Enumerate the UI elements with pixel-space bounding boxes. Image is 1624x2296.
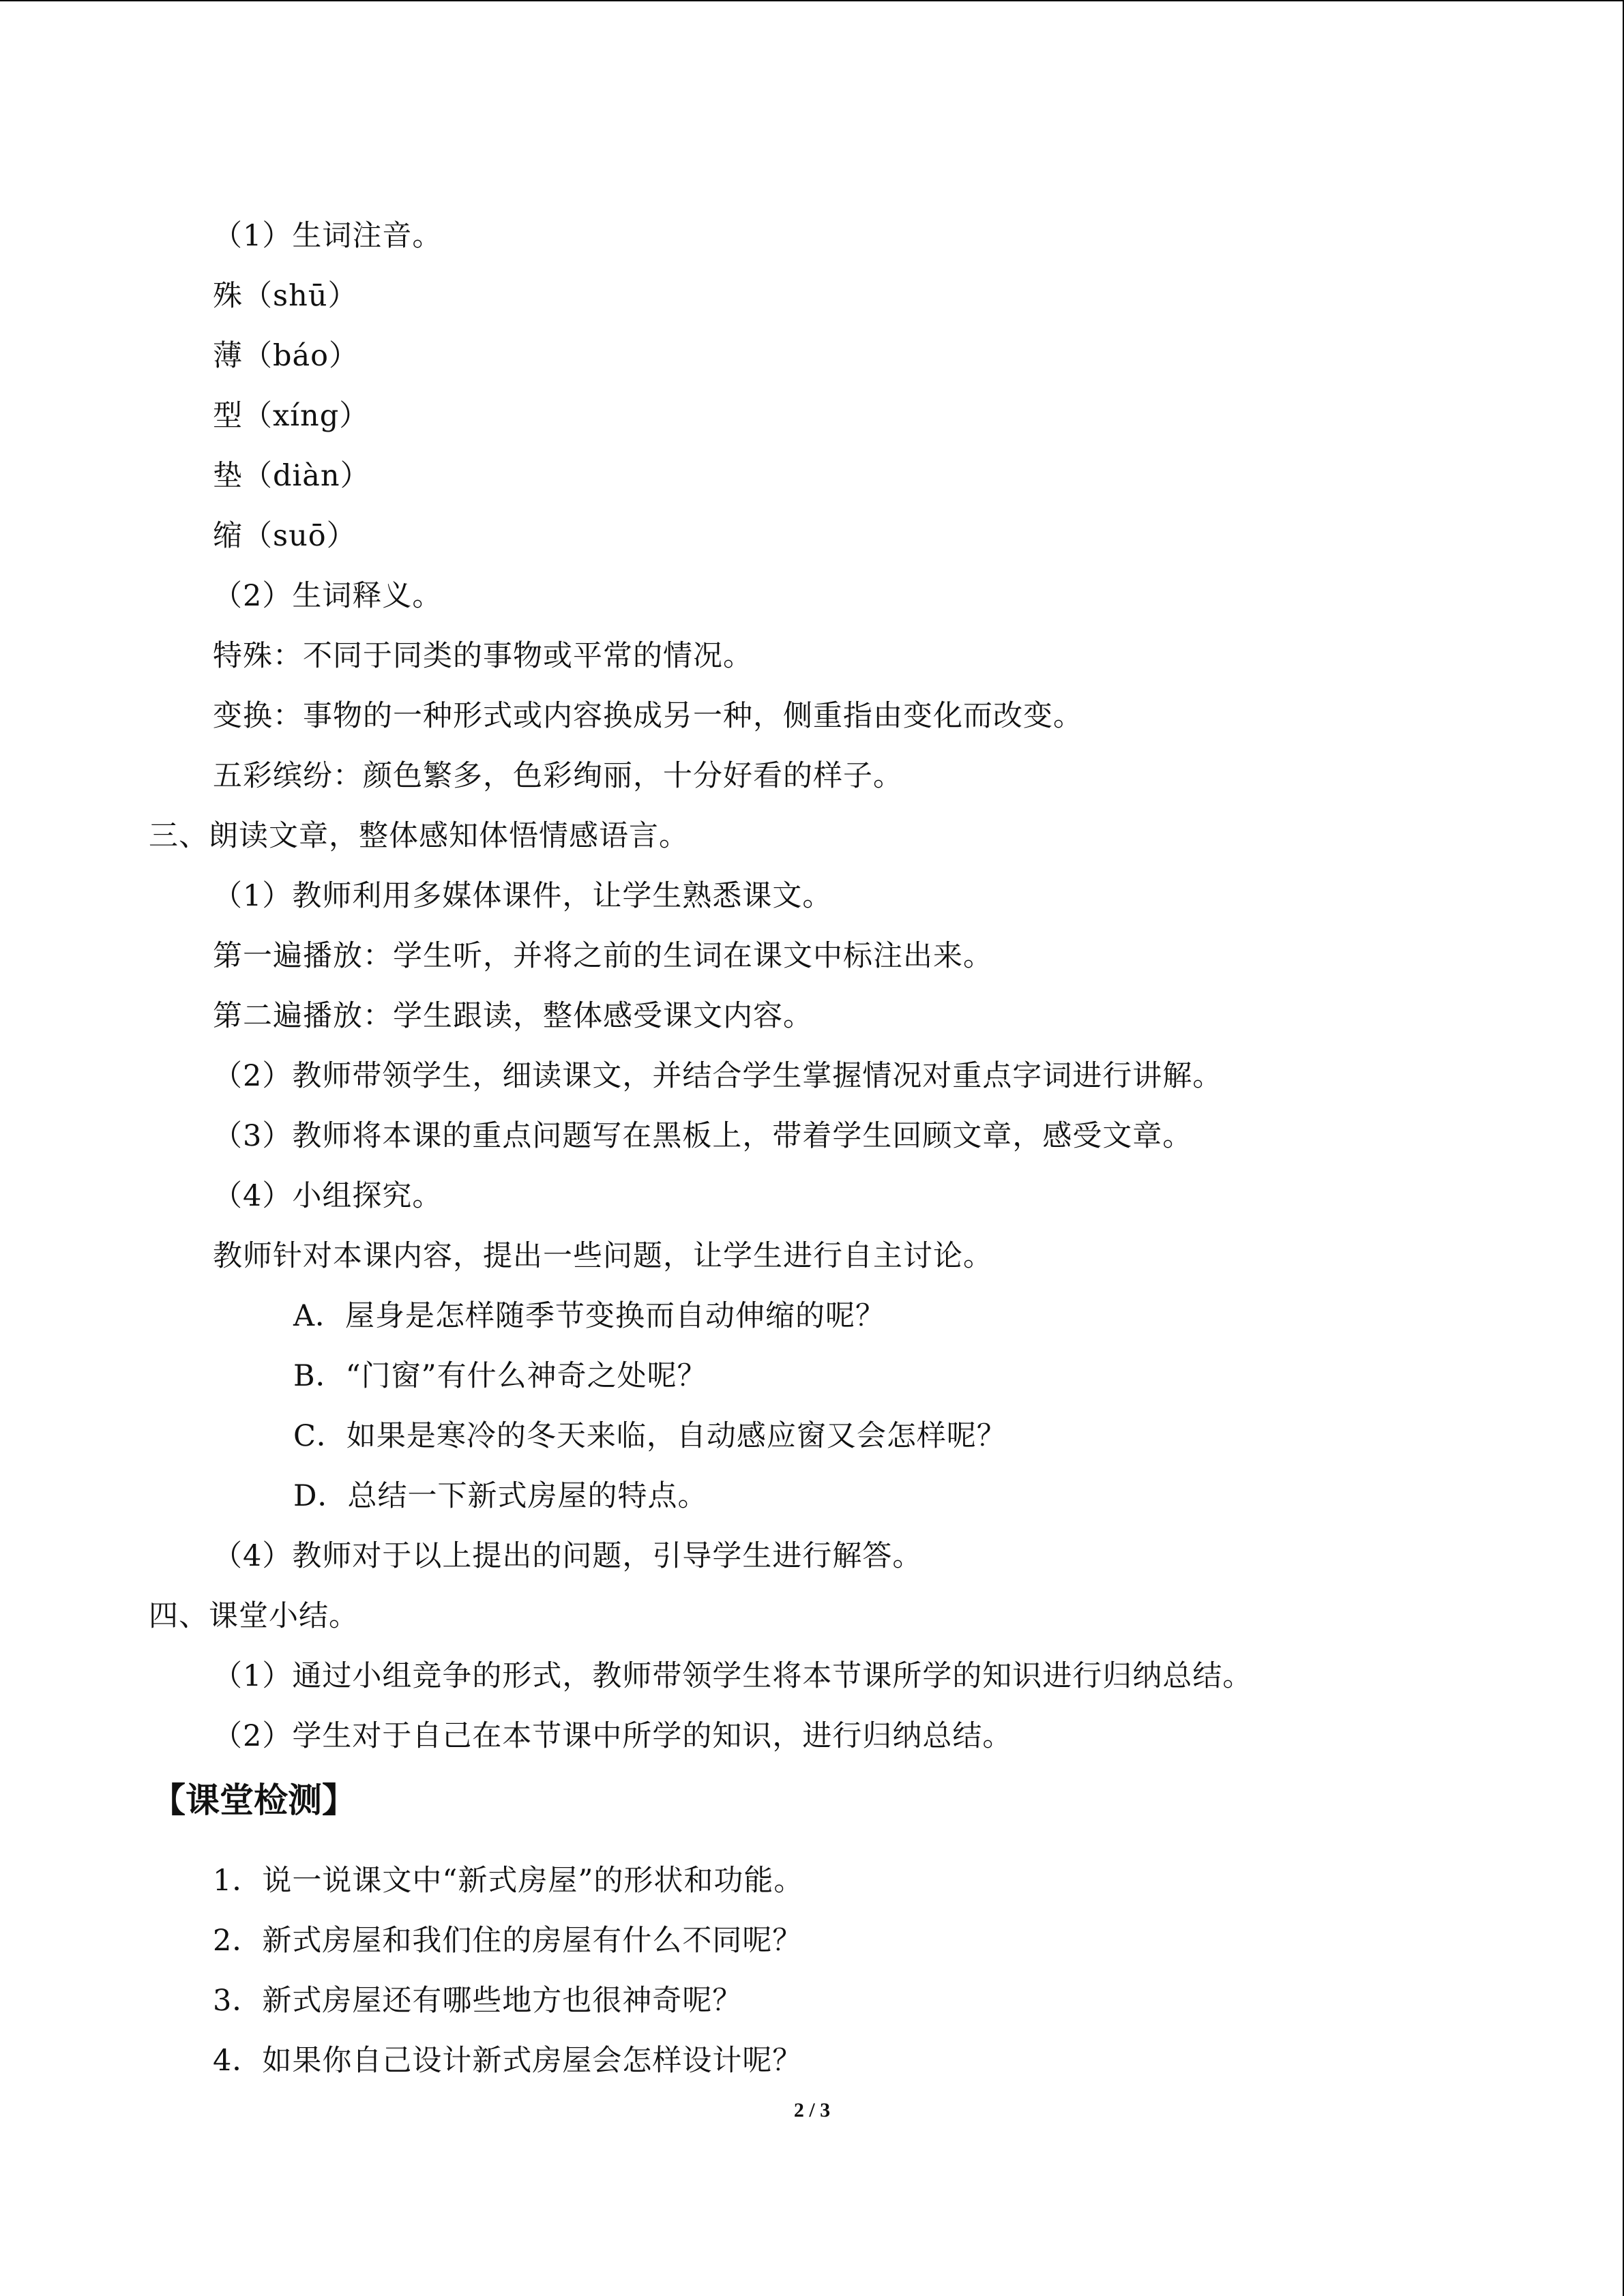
section-3-step-3: （3）教师将本课的重点问题写在黑板上，带着学生回顾文章，感受文章。 [213, 1119, 1193, 1153]
section-3-step-4: （4）小组探究。 [213, 1179, 443, 1213]
discussion-question: B．“门窗”有什么神奇之处呢？ [293, 1359, 707, 1393]
section-3-step-2: （2）教师带领学生，细读课文，并结合学生掌握情况对重点字词进行讲解。 [213, 1059, 1223, 1093]
section-3-intro: 教师针对本课内容，提出一些问题，让学生进行自主讨论。 [213, 1239, 993, 1273]
section-3-title: 三、朗读文章，整体感知体悟情感语言。 [149, 819, 689, 853]
check-heading: 【课堂检测】 [151, 1780, 356, 1820]
section-4-title: 四、课堂小结。 [149, 1599, 359, 1633]
discussion-question: A．屋身是怎样随季节变换而自动伸缩的呢？ [293, 1299, 886, 1333]
section-3-step-5: （4）教师对于以上提出的问题，引导学生进行解答。 [213, 1539, 923, 1573]
pronunciation-item: 缩（suō） [213, 519, 357, 553]
check-item: 2．新式房屋和我们住的房屋有什么不同呢？ [213, 1924, 803, 1958]
definition-item: 特殊：不同于同类的事物或平常的情况。 [213, 639, 753, 673]
definition-title: （2）生词释义。 [213, 579, 443, 613]
section-3-step-1: （1）教师利用多媒体课件，让学生熟悉课文。 [213, 879, 833, 913]
definition-item: 变换：事物的一种形式或内容换成另一种，侧重指由变化而改变。 [213, 699, 1083, 733]
page-number: 2 / 3 [793, 2099, 831, 2121]
definition-item: 五彩缤纷：颜色繁多，色彩绚丽，十分好看的样子。 [213, 759, 903, 793]
summary-item: （2）学生对于自己在本节课中所学的知识，进行归纳总结。 [213, 1719, 1013, 1753]
pronunciation-item: 垫（diàn） [213, 459, 370, 493]
check-item: 4．如果你自己设计新式房屋会怎样设计呢？ [213, 2044, 803, 2078]
section-3-play-2: 第二遍播放：学生跟读，整体感受课文内容。 [213, 999, 813, 1033]
pronunciation-title: （1）生词注音。 [213, 219, 443, 253]
discussion-question: C．如果是寒冷的冬天来临，自动感应窗又会怎样呢？ [293, 1419, 1007, 1453]
check-item: 1．说一说课文中“新式房屋”的形状和功能。 [213, 1864, 804, 1898]
pronunciation-item: 型（xíng） [213, 399, 370, 433]
summary-item: （1）通过小组竞争的形式，教师带领学生将本节课所学的知识进行归纳总结。 [213, 1659, 1253, 1693]
section-3-play-1: 第一遍播放：学生听，并将之前的生词在课文中标注出来。 [213, 939, 993, 973]
pronunciation-item: 薄（báo） [213, 339, 359, 373]
discussion-question: D．总结一下新式房屋的特点。 [293, 1479, 708, 1513]
pronunciation-item: 殊（shū） [213, 279, 358, 313]
check-item: 3．新式房屋还有哪些地方也很神奇呢？ [213, 1984, 743, 2018]
